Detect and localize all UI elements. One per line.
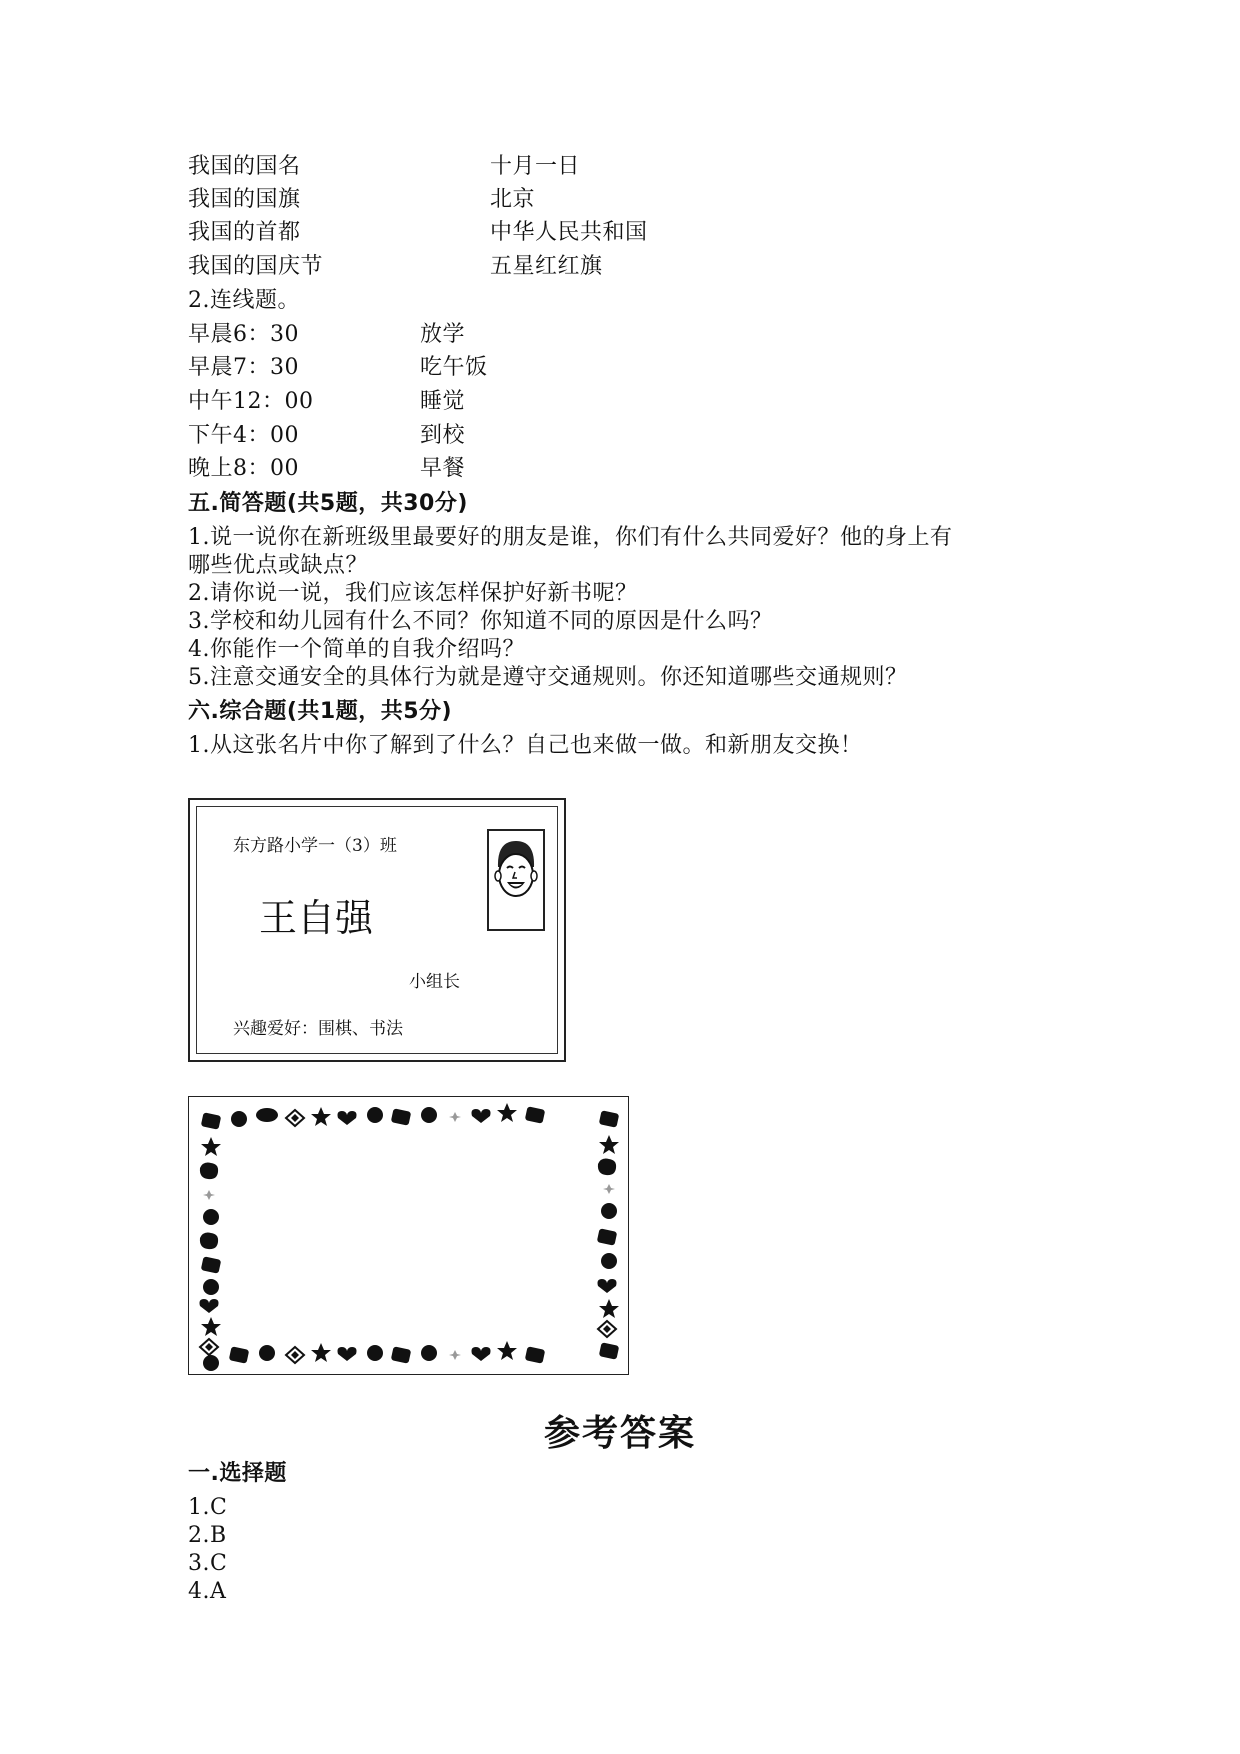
section-5-heading: 五.简答题(共5题，共30分) xyxy=(188,491,468,516)
match2-row xyxy=(188,320,466,350)
match2-right: 到校 xyxy=(420,423,466,448)
match2-left: 早晨6：30 xyxy=(188,322,299,347)
match2-right: 睡觉 xyxy=(420,389,466,414)
decorative-frame-image xyxy=(188,1096,629,1375)
s5-question-2: 2.请你说一说，我们应该怎样保护好新书呢？ xyxy=(188,581,638,606)
match2-right: 吃午饭 xyxy=(420,355,488,380)
match2-row xyxy=(188,387,466,417)
answer-item: 4.A xyxy=(188,1579,227,1604)
match1-left: 我国的首都 xyxy=(188,220,301,245)
s5-question-3: 3.学校和幼儿园有什么不同？你知道不同的原因是什么吗？ xyxy=(188,609,773,634)
match1-left: 我国的国名 xyxy=(188,154,301,179)
match1-row xyxy=(188,218,648,248)
answer-section-1-heading: 一.选择题 xyxy=(188,1461,287,1486)
s5-question-1-line1: 1.说一说你在新班级里最要好的朋友是谁，你们有什么共同爱好？他的身上有 xyxy=(188,525,953,550)
match2-left: 晚上8：00 xyxy=(188,456,299,481)
card-name: 王自强 xyxy=(259,896,374,940)
match2-left: 早晨7：30 xyxy=(188,355,299,380)
match1-row xyxy=(188,252,603,282)
name-card-image xyxy=(188,798,566,1062)
question-2-title: 2.连线题。 xyxy=(188,288,300,313)
answer-item: 1.C xyxy=(188,1495,228,1520)
match2-left: 下午4：00 xyxy=(188,423,299,448)
match2-row xyxy=(188,421,466,451)
match1-right: 北京 xyxy=(490,187,536,212)
card-school: 东方路小学一（3）班 xyxy=(233,836,397,856)
answer-item: 3.C xyxy=(188,1551,228,1576)
answer-item: 2.B xyxy=(188,1523,227,1548)
match2-right: 早餐 xyxy=(420,456,466,481)
border-pattern-icon xyxy=(189,1097,630,1376)
card-role: 小组长 xyxy=(409,972,460,992)
card-photo-frame xyxy=(487,829,545,931)
section-6-heading: 六.综合题(共1题，共5分) xyxy=(188,699,453,724)
match1-right: 中华人民共和国 xyxy=(490,220,648,245)
answer-key-title: 参考答案 xyxy=(543,1413,696,1454)
s5-question-4: 4.你能作一个简单的自我介绍吗？ xyxy=(188,637,525,662)
match2-left: 中午12：00 xyxy=(188,389,314,414)
match1-left: 我国的国庆节 xyxy=(188,254,324,279)
s5-question-1-line2: 哪些优点或缺点？ xyxy=(188,553,369,578)
match1-right: 十月一日 xyxy=(490,154,581,179)
match2-row xyxy=(188,454,466,484)
match1-right: 五星红红旗 xyxy=(490,254,603,279)
match2-right: 放学 xyxy=(420,322,466,347)
match1-row xyxy=(188,152,581,182)
match1-row xyxy=(188,185,536,215)
s5-question-5: 5.注意交通安全的具体行为就是遵守交通规则。你还知道哪些交通规则？ xyxy=(188,665,908,690)
match2-row xyxy=(188,353,488,383)
s6-question-1: 1.从这张名片中你了解到了什么？自己也来做一做。和新朋友交换！ xyxy=(188,733,863,758)
card-inner-border xyxy=(196,806,558,1054)
cartoon-face-icon xyxy=(489,831,543,929)
match1-left: 我国的国旗 xyxy=(188,187,301,212)
card-hobby: 兴趣爱好：围棋、书法 xyxy=(233,1019,403,1039)
